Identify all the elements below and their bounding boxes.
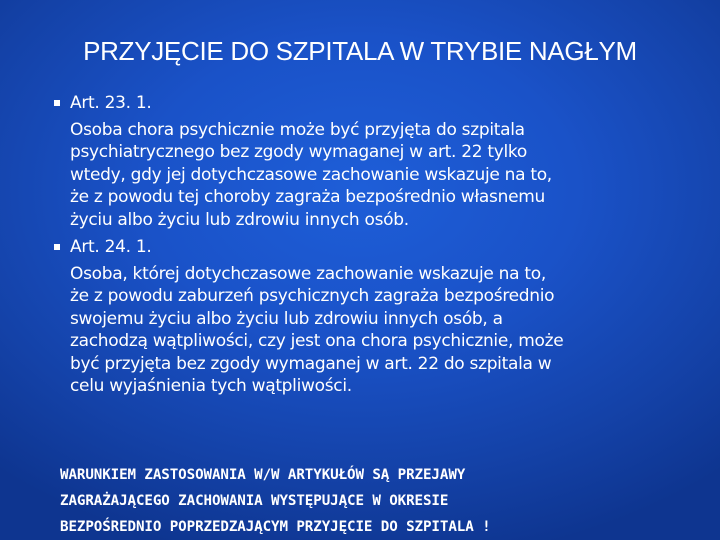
- square-bullet-icon: [54, 100, 60, 106]
- footer-line: ZAGRAŻAJĄCEGO ZACHOWANIA WYSTĘPUJĄCE W OKRESIE: [60, 493, 449, 509]
- footer-note: [60, 462, 720, 540]
- article-text-line: Osoba, której dotychczasowe zachowanie wskazuje na to,: [70, 263, 546, 284]
- article-text-line: psychiatrycznego bez zgody wymaganej w art. 22 tylko: [70, 142, 527, 162]
- article-text-line: wtedy, gdy jej dotychczasowe zachowanie wskazuje na to,: [70, 164, 552, 185]
- article-text-line: że z powodu tej choroby zagraża bezpośrednio własnemu: [70, 187, 545, 207]
- article-text-line: swojemu życiu albo życiu lub zdrowiu innych osób, a: [70, 308, 503, 329]
- article-text: [70, 263, 692, 398]
- article-text-line: zachodzą wątpliwości, czy jest ona chora psychicznie, może: [70, 331, 564, 351]
- footer-line: BEZPOŚREDNIO POPRZEDZAJĄCYM PRZYJĘCIE DO SZPITALA !: [60, 519, 491, 535]
- article-text-line: być przyjęta bez zgody wymaganej w art. 22 do szpitala w: [70, 353, 552, 374]
- article-text: [70, 119, 692, 232]
- bullet-list: [52, 90, 692, 401]
- footer-line: WARUNKIEM ZASTOSOWANIA W/W ARTYKUŁÓW SĄ PRZEJAWY: [60, 467, 466, 483]
- bullet-item-art-23: [52, 90, 692, 231]
- bullet-item-art-24: [52, 234, 692, 398]
- article-text-line: Osoba chora psychicznie może być przyjęta do szpitala: [70, 119, 525, 140]
- article-heading: Art. 24. 1.: [70, 237, 152, 257]
- article-heading: Art. 23. 1.: [70, 93, 152, 113]
- slide-title: PRZYJĘCIE DO SZPITALA W TRYBIE NAGŁYM: [83, 36, 637, 66]
- article-text-line: celu wyjaśnienia tych wątpliwości.: [70, 376, 352, 396]
- article-text-line: że z powodu zaburzeń psychicznych zagraża bezpośrednio: [70, 286, 555, 306]
- article-text-line: życiu albo życiu lub zdrowiu innych osób.: [70, 209, 409, 230]
- square-bullet-icon: [54, 244, 60, 250]
